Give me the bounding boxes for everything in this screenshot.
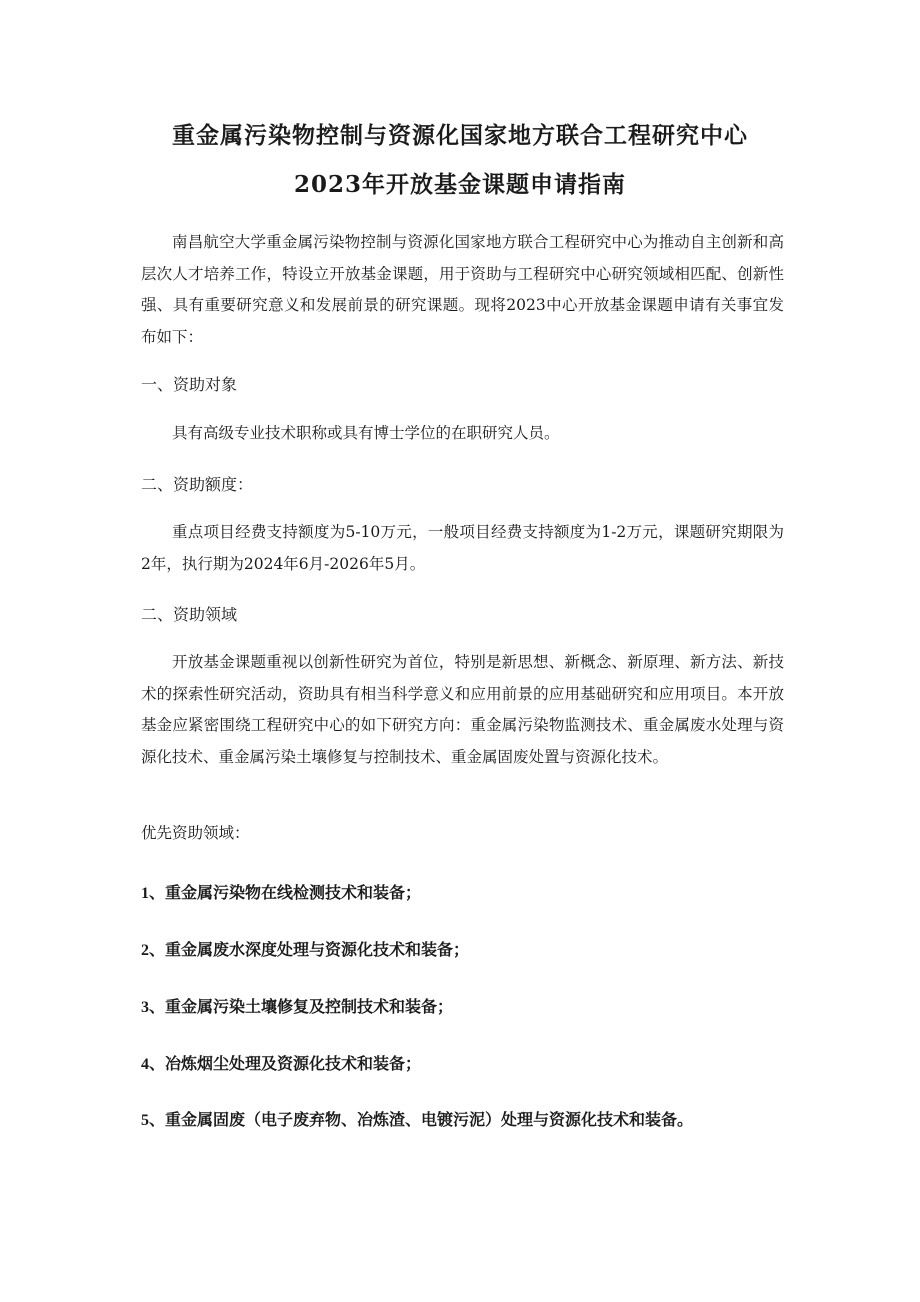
section-body-funding-field: 开放基金课题重视以创新性研究为首位，特别是新思想、新概念、新原理、新方法、新技术的探索性研究活动，资助具有相当科学意义和应用前景的应用基础研究和应用项目。本开放基金应紧密围绕工程研究中心的如下研究方向：重金属污染物监测技术、重金属废水处理与资源化技术、重金属污染土壤修复与控制技术、重金属固废处置与资源化技术。 (141, 653, 784, 766)
section-heading-funding-target: 一、资助对象 (141, 375, 238, 394)
priority-item (141, 880, 801, 903)
priority-item (141, 994, 801, 1017)
priority-item (141, 1051, 801, 1074)
section-body-funding-target: 具有高级专业技术职称或具有博士学位的在职研究人员。 (172, 424, 560, 442)
priority-item (141, 937, 801, 960)
section-heading-funding-amount: 二、资助额度： (141, 475, 254, 494)
priority-item-number: 4 (141, 1056, 149, 1073)
priority-item-text: 、重金属固废（电子废弃物、冶炼渣、电镀污泥）处理与资源化技术和装备。 (149, 1110, 694, 1129)
priority-item-number: 1 (141, 885, 149, 902)
document-title-line-2: 2023年开放基金课题申请指南 (293, 171, 626, 198)
priority-fields-label: 优先资助领域： (141, 824, 250, 842)
priority-item-number: 5 (141, 1112, 149, 1129)
priority-item-text: 、冶炼烟尘处理及资源化技术和装备； (149, 1054, 422, 1073)
priority-item-text: 、重金属污染土壤修复及控制技术和装备； (149, 997, 454, 1016)
section-heading-funding-field: 二、资助领域 (141, 605, 238, 624)
intro-paragraph: 南昌航空大学重金属污染物控制与资源化国家地方联合工程研究中心为推动自主创新和高层次人才培养工作，特设立开放基金课题，用于资助与工程研究中心研究领域相匹配、创新性强、具有重要研究意义和发展前景的研究课题。现将2023中心开放基金课题申请有关事宜发布如下： (141, 233, 784, 346)
priority-item-text: 、重金属废水深度处理与资源化技术和装备； (149, 940, 470, 959)
priority-item-number: 3 (141, 999, 149, 1016)
section-body-funding-amount: 重点项目经费支持额度为5-10万元，一般项目经费支持额度为1-2万元，课题研究期限为2年，执行期为2024年6月-2026年5月。 (141, 523, 784, 573)
priority-item-text: 、重金属污染物在线检测技术和装备； (149, 883, 422, 902)
priority-item (141, 1107, 801, 1130)
priority-item-number: 2 (141, 942, 149, 959)
document-title-line-1: 重金属污染物控制与资源化国家地方联合工程研究中心 (172, 122, 748, 149)
